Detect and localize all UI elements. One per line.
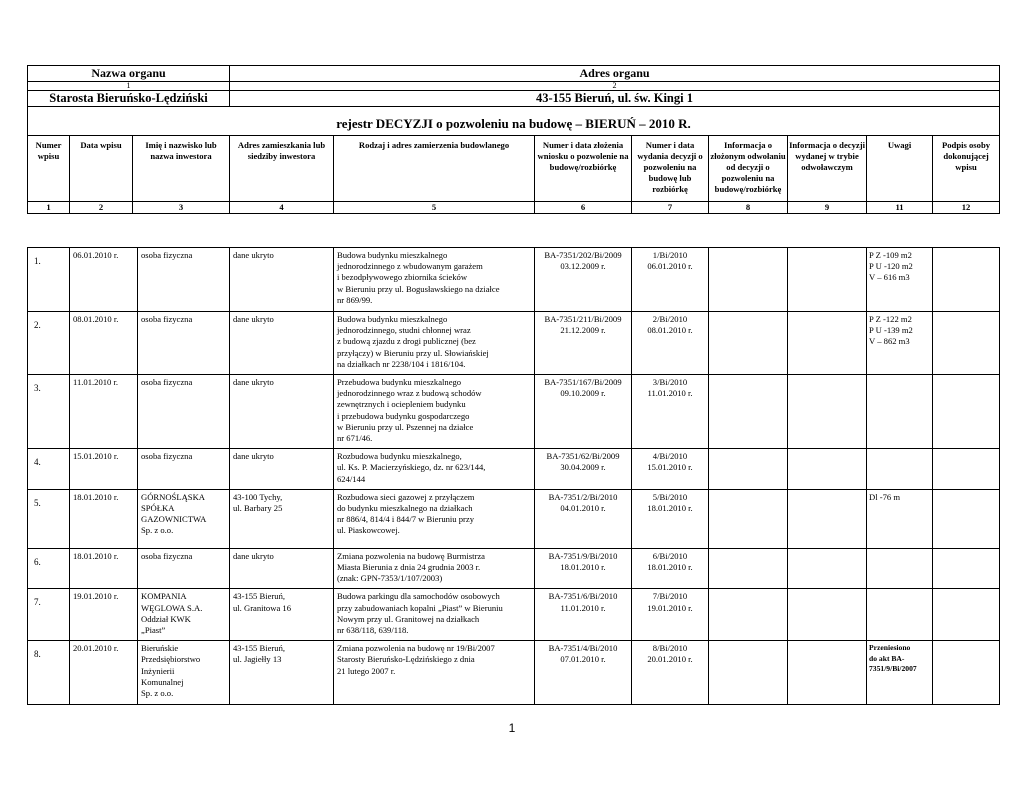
investor-name-line: osoba fizyczna xyxy=(141,377,193,388)
appeal-info xyxy=(709,641,788,705)
appeal-decision-info xyxy=(788,449,867,490)
entry-date: 08.01.2010 r. xyxy=(70,312,138,375)
column-number: 7 xyxy=(632,202,709,214)
column-number: 5 xyxy=(334,202,535,214)
project-description-line: ul. Ks. P. Macierzyńskiego, dz. nr 623/144, xyxy=(337,462,486,473)
column-number: 12 xyxy=(933,202,1000,214)
investor-address-line: 43-155 Bieruń, xyxy=(233,591,286,602)
table-row xyxy=(28,312,1000,375)
investor-address xyxy=(230,548,334,589)
investor-name-line: osoba fizyczna xyxy=(141,451,193,462)
appeal-decision-info xyxy=(788,312,867,375)
investor-address-line: ul. Granitowa 16 xyxy=(233,602,291,613)
decision-number xyxy=(632,449,709,490)
project-description-line: Budowa parkingu dla samochodów osobowych xyxy=(337,591,500,602)
project-description-line: przyłączy) w Bieruniu przy ul. Słowiańskiej xyxy=(337,347,489,358)
project-description-line: Rozbudowa sieci gazowej z przyłączem xyxy=(337,491,475,502)
investor-address xyxy=(230,375,334,449)
signature xyxy=(933,641,1000,705)
investor-address-line: dane ukryto xyxy=(233,377,274,388)
remarks-line: P Z -109 m2 xyxy=(869,250,912,260)
project-description xyxy=(334,589,535,641)
decision-number-line: 7/Bi/2010 xyxy=(652,591,688,602)
organ-name-number: 1 xyxy=(28,82,230,91)
appeal-decision-info xyxy=(788,375,867,449)
appeal-decision-info xyxy=(788,248,867,312)
column-number: 4 xyxy=(230,202,334,214)
decision-number-line: 06.01.2010 r. xyxy=(647,261,693,272)
project-description xyxy=(334,641,535,705)
project-description xyxy=(334,449,535,490)
investor-address xyxy=(230,449,334,490)
column-number: 9 xyxy=(788,202,867,214)
remarks xyxy=(867,449,933,490)
project-description-line: w Bieruniu przy ul. Bogusławskiego na działce xyxy=(337,283,500,294)
application-number-line: BA-7351/4/Bi/2010 xyxy=(548,643,618,654)
organ-address-number: 2 xyxy=(230,82,1000,91)
remarks-line: P U -120 m2 xyxy=(869,261,913,272)
column-header: Imię i nazwisko lub nazwa inwestora xyxy=(133,136,230,202)
appeal-decision-info xyxy=(788,489,867,548)
investor-name-line: „Piast” xyxy=(141,625,166,636)
entry-date: 20.01.2010 r. xyxy=(70,641,138,705)
signature xyxy=(933,375,1000,449)
investor-name xyxy=(138,589,230,641)
entry-number: 6. xyxy=(28,548,70,589)
table-row xyxy=(28,248,1000,312)
table-row xyxy=(28,548,1000,589)
project-description-line: i bezodpływowego zbiornika ścieków xyxy=(337,272,468,283)
appeal-info xyxy=(709,589,788,641)
remarks-line: Dl -76 m xyxy=(869,491,901,502)
column-header: Informacja o decyzji wydanej w trybie odwoławczym xyxy=(788,136,867,202)
table-row xyxy=(28,489,1000,548)
entry-number: 1. xyxy=(28,248,70,312)
column-header: Uwagi xyxy=(867,136,933,202)
decision-number-line: 19.01.2010 r. xyxy=(647,602,693,613)
project-description-line: nr 671/46. xyxy=(337,433,373,444)
application-number-line: BA-7351/6/Bi/2010 xyxy=(548,591,618,602)
project-description xyxy=(334,489,535,548)
signature xyxy=(933,489,1000,548)
investor-name xyxy=(138,641,230,705)
remarks-line: do akt BA- xyxy=(869,653,905,663)
application-number xyxy=(535,449,632,490)
project-description-line: Zmiana pozwolenia na budowę nr 19/Bi/2007 xyxy=(337,643,495,654)
project-description-line: Zmiana pozwolenia na budowę Burmistrza xyxy=(337,550,485,561)
column-header: Numer wpisu xyxy=(28,136,70,202)
organ-name: Starosta Bieruńsko-Lędziński xyxy=(28,91,230,107)
investor-address xyxy=(230,589,334,641)
investor-name xyxy=(138,375,230,449)
signature xyxy=(933,248,1000,312)
project-description-line: nr 638/118, 639/118. xyxy=(337,625,409,636)
entry-number: 3. xyxy=(28,375,70,449)
investor-name-line: KOMPANIA xyxy=(141,591,187,602)
project-description-line: nr 869/99. xyxy=(337,294,373,305)
investor-address xyxy=(230,489,334,548)
column-number: 6 xyxy=(535,202,632,214)
project-description-line: 624/144 xyxy=(337,473,366,484)
remarks xyxy=(867,641,933,705)
entry-number: 7. xyxy=(28,589,70,641)
table-row xyxy=(28,375,1000,449)
investor-name-line: Komunalnej xyxy=(141,676,184,687)
application-number-line: BA-7351/62/Bi/2009 xyxy=(546,451,620,462)
investor-name-line: osoba fizyczna xyxy=(141,314,193,324)
appeal-info xyxy=(709,489,788,548)
appeal-decision-info xyxy=(788,641,867,705)
appeal-info xyxy=(709,449,788,490)
project-description-line: na działkach nr 2238/104 i 1816/104. xyxy=(337,358,466,369)
application-number-line: BA-7351/2/Bi/2010 xyxy=(548,491,618,502)
column-number: 11 xyxy=(867,202,933,214)
table-row xyxy=(28,449,1000,490)
project-description-line: (znak: GPN-7353/1/107/2003) xyxy=(337,573,443,584)
project-description-line: Nowym przy ul. Granitowej na działkach xyxy=(337,613,480,624)
entry-number: 5. xyxy=(28,489,70,548)
project-description-line: w Bieruniu przy ul. Pszennej na działce xyxy=(337,421,474,432)
page-number: 1 xyxy=(508,721,516,735)
project-description-line: i przebudowa budynku gospodarczego xyxy=(337,410,470,421)
project-description-line: Miasta Bierunia z dnia 24 grudnia 2003 r. xyxy=(337,562,481,573)
decision-number-line: 18.01.2010 r. xyxy=(647,503,693,514)
decision-number-line: 4/Bi/2010 xyxy=(652,451,688,462)
application-number-line: 30.04.2009 r. xyxy=(560,462,606,473)
column-header: Numer i data złożenia wniosku o pozwolenie na budowę/rozbiórkę xyxy=(535,136,632,202)
investor-name-line: osoba fizyczna xyxy=(141,250,193,260)
application-number-line: 07.01.2010 r. xyxy=(560,654,606,665)
decision-number xyxy=(632,589,709,641)
remarks xyxy=(867,489,933,548)
remarks-line: P Z -122 m2 xyxy=(869,314,912,324)
application-number xyxy=(535,489,632,548)
remarks-line: V – 616 m3 xyxy=(869,272,910,283)
remarks xyxy=(867,589,933,641)
application-number-line: 03.12.2009 r. xyxy=(560,261,606,272)
investor-name-line: GÓRNOŚLĄSKA xyxy=(141,491,205,502)
project-description-line: Budowa budynku mieszkalnego xyxy=(337,314,448,324)
entry-date: 18.01.2010 r. xyxy=(70,548,138,589)
decision-number-line: 20.01.2010 r. xyxy=(647,654,693,665)
appeal-info xyxy=(709,312,788,375)
decision-number xyxy=(632,548,709,589)
remarks xyxy=(867,548,933,589)
investor-address-line: dane ukryto xyxy=(233,314,274,324)
table-row xyxy=(28,589,1000,641)
investor-name-line: WĘGLOWA S.A. xyxy=(141,602,203,613)
decision-number xyxy=(632,248,709,312)
investor-name xyxy=(138,449,230,490)
decision-number-line: 2/Bi/2010 xyxy=(652,314,688,324)
project-description xyxy=(334,548,535,589)
column-header: Data wpisu xyxy=(70,136,133,202)
investor-address xyxy=(230,641,334,705)
entry-number: 8. xyxy=(28,641,70,705)
remarks-line: 7351/9/Bi/2007 xyxy=(869,664,917,674)
remarks-line: P U -139 m2 xyxy=(869,325,913,336)
investor-address-line: ul. Barbary 25 xyxy=(233,503,283,514)
investor-address xyxy=(230,312,334,375)
column-number: 8 xyxy=(709,202,788,214)
investor-name xyxy=(138,489,230,548)
project-description-line: ul. Piaskowcowej. xyxy=(337,525,400,536)
investor-address-line: 43-155 Bieruń, xyxy=(233,643,286,654)
decision-number-line: 18.01.2010 r. xyxy=(647,562,693,573)
column-header: Rodzaj i adres zamierzenia budowlanego xyxy=(334,136,535,202)
application-number-line: 09.10.2009 r. xyxy=(560,388,606,399)
investor-name-line: Sp. z o.o. xyxy=(141,688,174,699)
application-number xyxy=(535,548,632,589)
remarks xyxy=(867,375,933,449)
remarks-line: V – 862 m3 xyxy=(869,336,910,347)
application-number-line: BA-7351/9/Bi/2010 xyxy=(548,550,618,561)
entry-date: 15.01.2010 r. xyxy=(70,449,138,490)
investor-name-line: GAZOWNICTWA xyxy=(141,514,207,525)
signature xyxy=(933,312,1000,375)
decision-number-line: 1/Bi/2010 xyxy=(652,250,688,260)
application-number xyxy=(535,641,632,705)
investor-name-line: Sp. z o.o. xyxy=(141,525,174,536)
project-description-line: przy zabudowaniach kopalni „Piast” w Bieruniu xyxy=(337,602,503,613)
investor-name-line: Oddział KWK xyxy=(141,613,191,624)
project-description-line: jednorodzinnego, studni chłonnej wraz xyxy=(337,325,471,336)
project-description xyxy=(334,248,535,312)
appeal-info xyxy=(709,375,788,449)
project-description-line: 21 lutego 2007 r. xyxy=(337,665,396,676)
investor-name xyxy=(138,548,230,589)
application-number-line: 11.01.2010 r. xyxy=(560,602,606,613)
project-description xyxy=(334,375,535,449)
investor-name-line: Bieruńskie xyxy=(141,643,179,654)
register-header-table xyxy=(27,65,1000,214)
register-entries-table xyxy=(27,247,1000,705)
investor-address xyxy=(230,248,334,312)
signature xyxy=(933,589,1000,641)
project-description-line: do budynku mieszkalnego na działkach xyxy=(337,503,473,514)
project-description-line: Przebudowa budynku mieszkalnego xyxy=(337,377,462,388)
project-description-line: Rozbudowa budynku mieszkalnego, xyxy=(337,451,462,462)
column-header: Adres zamieszkania lub siedziby inwestora xyxy=(230,136,334,202)
application-number-line: 04.01.2010 r. xyxy=(560,503,606,514)
investor-name-line: Inżynierii xyxy=(141,665,175,676)
decision-number-line: 11.01.2010 r. xyxy=(647,388,693,399)
entry-number: 2. xyxy=(28,312,70,375)
investor-name xyxy=(138,312,230,375)
organ-address: 43-155 Bieruń, ul. św. Kingi 1 xyxy=(230,91,1000,107)
application-number-line: BA-7351/202/Bi/2009 xyxy=(544,250,622,260)
investor-address-line: ul. Jagiełły 13 xyxy=(233,654,282,665)
investor-name-line: osoba fizyczna xyxy=(141,550,193,561)
decision-number-line: 6/Bi/2010 xyxy=(652,550,688,561)
project-description-line: jednorodzinnego z wbudowanym garażem xyxy=(337,261,483,272)
decision-number-line: 15.01.2010 r. xyxy=(647,462,693,473)
appeal-decision-info xyxy=(788,589,867,641)
decision-number xyxy=(632,489,709,548)
column-number: 3 xyxy=(133,202,230,214)
application-number-line: 21.12.2009 r. xyxy=(560,325,606,336)
project-description-line: Budowa budynku mieszkalnego xyxy=(337,250,448,260)
project-description-line: Starosty Bieruńsko-Lędzińskiego z dnia xyxy=(337,654,475,665)
column-number: 1 xyxy=(28,202,70,214)
column-header-row xyxy=(28,136,1000,202)
column-header: Podpis osoby dokonującej wpisu xyxy=(933,136,1000,202)
investor-address-line: dane ukryto xyxy=(233,550,274,561)
organ-name-label: Nazwa organu xyxy=(28,66,230,82)
investor-address-line: dane ukryto xyxy=(233,250,274,260)
column-header: Informacja o złożonym odwołaniu od decyzji o pozwoleniu na budowę/rozbiórkę xyxy=(709,136,788,202)
application-number xyxy=(535,589,632,641)
project-description-line: jednorodzinnego wraz z budową schodów xyxy=(337,388,482,399)
organ-address-label: Adres organu xyxy=(230,66,1000,82)
remarks xyxy=(867,312,933,375)
entry-date: 11.01.2010 r. xyxy=(70,375,138,449)
decision-number-line: 3/Bi/2010 xyxy=(652,377,688,388)
decision-number-line: 8/Bi/2010 xyxy=(652,643,688,654)
investor-name xyxy=(138,248,230,312)
application-number xyxy=(535,312,632,375)
application-number-line: BA-7351/167/Bi/2009 xyxy=(544,377,622,388)
decision-number-line: 5/Bi/2010 xyxy=(652,491,688,502)
investor-address-line: dane ukryto xyxy=(233,451,274,462)
column-number-row xyxy=(28,202,1000,214)
project-description-line: z budową zjazdu z drogi publicznej (bez xyxy=(337,336,476,347)
table-row xyxy=(28,641,1000,705)
entry-date: 19.01.2010 r. xyxy=(70,589,138,641)
project-description xyxy=(334,312,535,375)
appeal-decision-info xyxy=(788,548,867,589)
decision-number xyxy=(632,641,709,705)
column-header: Numer i data wydania decyzji o pozwoleniu na budowę lub rozbiórkę xyxy=(632,136,709,202)
entry-date: 18.01.2010 r. xyxy=(70,489,138,548)
entry-date: 06.01.2010 r. xyxy=(70,248,138,312)
project-description-line: zewnętrznych i ociepleniem budynku xyxy=(337,399,466,410)
signature xyxy=(933,449,1000,490)
application-number xyxy=(535,375,632,449)
appeal-info xyxy=(709,548,788,589)
investor-name-line: SPÓŁKA xyxy=(141,503,175,514)
project-description-line: nr 886/4, 814/4 i 844/7 w Bieruniu przy xyxy=(337,514,475,525)
register-title: rejestr DECYZJI o pozwoleniu na budowę – BIERUŃ – 2010 R. xyxy=(28,107,1000,136)
decision-number xyxy=(632,375,709,449)
decision-number-line: 08.01.2010 r. xyxy=(647,325,693,336)
appeal-info xyxy=(709,248,788,312)
remarks-line: Przeniesiono xyxy=(869,643,911,653)
application-number xyxy=(535,248,632,312)
entry-number: 4. xyxy=(28,449,70,490)
investor-name-line: Przedsiębiorstwo xyxy=(141,654,201,665)
decision-number xyxy=(632,312,709,375)
application-number-line: 18.01.2010 r. xyxy=(560,562,606,573)
investor-address-line: 43-100 Tychy, xyxy=(233,491,283,502)
application-number-line: BA-7351/211/Bi/2009 xyxy=(544,314,622,324)
signature xyxy=(933,548,1000,589)
remarks xyxy=(867,248,933,312)
column-number: 2 xyxy=(70,202,133,214)
